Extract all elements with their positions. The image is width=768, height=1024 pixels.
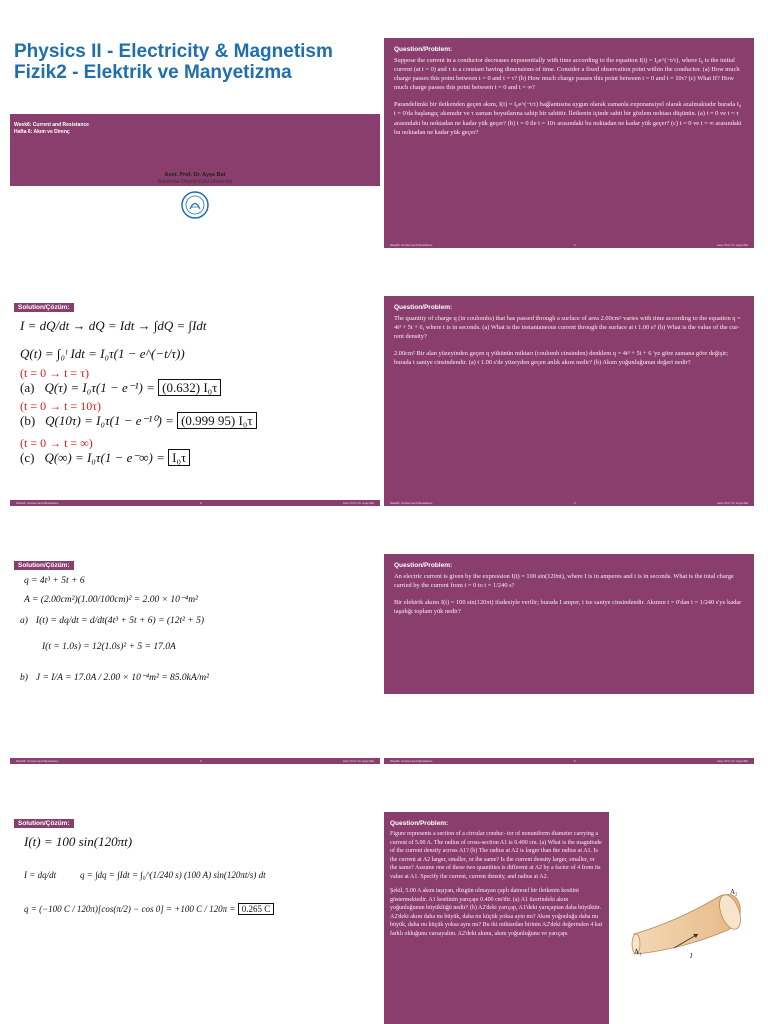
- question-text-tr: 2.00cm² Bir alan yüzeyinden geçen q yükünün miktarı (coulomb cinsinden) denklem q = 4t³ + 5t + 6 'ye göre zamana göre değişir; burada t saniye cinsindendir. (a) t 1.00 s'de yüzeyden geçen anlık akım nedir? (b) Akım yoğunluğunun değeri nedir?: [394, 350, 728, 367]
- question-text-tr: Parandelimki bir iletkenden geçen akım, I(t) = I₀e^(−t/τ) bağlantısına uygun olarak zamanla exponansiyel olarak azalmaktadır burada I₀ t = 0'da başlangıç akımıdır ve τ zaman boyutlarına sahip bir sabittir. İletkenin içinde sabit bir gözlem noktası düşünün. (a) t = 0 ve t = τ arasındaki bu noktadan ne kadar yük geçer? (b) t = 0 ile t = 10τ arasındaki bu noktadan ne kadar yük geçer? (c) t = 0 ve t = ∞ arasındaki bu noktadan ne kadar yük geçer?: [394, 101, 742, 136]
- answer-box-a: (0.632) I₀τ: [158, 379, 221, 396]
- solution-slide-2: [10, 554, 380, 764]
- result-b: (b) Q(10τ) = I₀τ(1 − e⁻¹⁰) = (0.999 95) I₀τ: [20, 413, 257, 429]
- label-current: I: [690, 952, 693, 960]
- equation-charge-integral: Q(t) = ∫₀ᵗ Idt = I₀τ(1 − e^(−t/τ)): [20, 346, 185, 361]
- week-label: Week6: Current and Resistance Hafta 6: Akım ve Direnç: [14, 122, 89, 135]
- solution-heading: Solution/Çözüm:: [14, 561, 74, 570]
- question-heading: Question/Problem:: [394, 562, 453, 569]
- question-panel: [384, 812, 609, 1024]
- question-text-en: Figure represents a section of a circular conduc- tor of nonuniform diameter carrying a current of 5.00 A. The radius of cross-section A1 is 0.400 cm. (a) What is the magnitude of the current density across A1? (b) The radius at A2 is larger than the radius at A1. Is the current at A2 larger, smaller, or the same? Is the current density larger, smaller, or the same? Assume one of these two quantities is different at A2 by a factor of 4 from its value at A1. Specify the current, current density, and radius at A2.: [390, 831, 602, 880]
- range-b: (t = 0 → t = 10τ): [20, 399, 102, 413]
- question-text-en: Suppose the current in a conductor decreases exponentially with time according to the equation I(t) = I₀e^(−t/τ), where I₀ is the initial current (at t = 0) and τ is a constant having dimensions of time. Consider a fixed observation point within the conductor. (a) How much charge passes this point between t = 0 and t = τ? (b) How much charge passes this point between t = 0 and t = 10τ? (c) What If? How much charge passes this point between t = 0 and t = ∞?: [394, 57, 740, 92]
- title-slide: [10, 38, 380, 248]
- slide-blank-area: [384, 694, 754, 758]
- label-a2: A₂: [730, 888, 738, 896]
- equation-charge-result: q = (−100 C / 120π)[cos(π/2) − cos 0] = +100 C / 120π = 0.265 C: [24, 904, 274, 914]
- slide-footer: Week6: Current and Resistance 4 Asst. Prof. Dr. Ayşe Bat: [10, 758, 380, 764]
- question-heading: Question/Problem:: [394, 46, 453, 53]
- equation-current-derivative: I = dq/dt: [24, 870, 57, 880]
- slide-footer: Week6: Current and Resistance 3 Asst. Prof. Dr. Ayşe Bat: [10, 500, 380, 506]
- solution-slide-3: [10, 812, 380, 1022]
- question-text-en: An electric current is given by the expression I(t) = 100 sin(120πt), where I is in amperes and t is in seconds. What is the total charge carried by the current from t = 0 to t = 1/240 s?: [394, 573, 734, 590]
- result-c: (c) Q(∞) = I₀τ(1 − e⁻∞) = I₀τ: [20, 450, 190, 466]
- solution-heading: Solution/Çözüm:: [14, 819, 74, 828]
- answer-box: 0.265 C: [238, 903, 275, 915]
- part-b: b) J = I/A = 17.0A / 2.00 × 10⁻⁴m² = 85.0kA/m²: [20, 673, 210, 683]
- author-name: Asst. Prof. Dr. Ayşe Bat: [164, 172, 226, 178]
- equation-charge-integral: q = ∫dq = ∫Idt = ∫₀^(1/240 s) (100 A) sin(120πt/s) dt: [80, 870, 266, 880]
- university-logo-icon: [180, 190, 210, 220]
- question-slide-1: [384, 38, 754, 248]
- label-a1: A₁: [634, 948, 642, 956]
- solution-slide-1: [10, 296, 380, 506]
- question-heading: Question/Problem:: [394, 304, 453, 311]
- part-a: a) I(t) = dq/dt = d/dt(4t³ + 5t + 6) = (12t² + 5): [20, 616, 205, 626]
- question-text-en: The quantity of charge q (in coulombs) that has passed through a surface of area 2.00cm² varies with time according to the equation q = 4t³ + 5t + 6, where t is in seconds. (a) What is the instantaneous current through the surface at t 1.00 s? (b) What is the value of the cur- rent density?: [394, 315, 741, 341]
- slide-footer: Week6: Current and Resistance 5 Asst. Prof. Dr. Ayşe Bat: [384, 758, 754, 764]
- equation-area: A = (2.00cm²)(1.00/100cm)² = 2.00 × 10⁻⁴m²: [24, 595, 198, 605]
- question-heading: Question/Problem:: [390, 820, 449, 827]
- answer-box-c: I₀τ: [168, 449, 190, 466]
- result-a: (a) Q(τ) = I₀τ(1 − e⁻¹) = (0.632) I₀τ: [20, 380, 221, 396]
- equation-current-value: I(t = 1.0s) = 12(1.0s)² + 5 = 17.0A: [42, 642, 176, 652]
- answer-box-b: (0.999 95) I₀τ: [177, 412, 257, 429]
- equation-current-sine: I(t) = 100 sin(120πt): [24, 834, 133, 849]
- question-text-tr: Şekil, 5.00 A akım taşıyan, düzgün olmayan çaplı dairesel bir iletkenin kesitini göstermektedir. A1 kesitinin yarıçapı 0.400 cm'dir. (a) A1 üzerindeki akım yoğunluğunun büyüklüğü nedir? (b) A2'deki yarıçap, A1'deki yarıçaptan daha büyüktür. A2'deki akım daha mı büyük, daha mı küçük yoksa aynı mı? Akım yoğunluğu daha mı büyük, daha mı küçük yoksa aynı mı? Bu iki miktardan birinin A2'deki değerinden 4 kat farklı olduğunu varsayalım. A2'deki akımı, akım yoğunluğunu ve yarıçapı: [390, 888, 603, 937]
- range-a: (t = 0 → t = τ): [20, 366, 90, 380]
- university-name: Bandırma Onyedi Eylül University: [157, 179, 233, 185]
- question-text-tr: Bir elektrik akımı I(t) = 100 sin(120πt) ifadesiyle verilir; burada I amper, t ise saniye cinsindendir. Akımın t = 0'dan t = 1/240 s'ye kadar taşıdığı toplam yük nedir?: [394, 599, 742, 616]
- solution-heading: Solution/Çözüm:: [14, 303, 74, 312]
- equation-charge: q = 4t³ + 5t + 6: [24, 576, 85, 586]
- equation-current-definition: I = dQ/dt → dQ = Idt → ∫dQ = ∫Idt: [20, 318, 207, 333]
- question-slide-4: [384, 812, 754, 1024]
- question-slide-2: [384, 296, 754, 506]
- slide-footer: Week6: Current and Resistance 3 Asst. Prof. Dr. Ayşe Bat: [384, 500, 754, 506]
- range-c: (t = 0 → t = ∞): [20, 436, 93, 450]
- question-slide-3: [384, 554, 754, 764]
- slide-footer: Week6: Current and Resistance 2 Asst. Prof. Dr. Ayşe Bat: [384, 242, 754, 248]
- course-title: Physics II - Electricity & Magnetism Fizik2 - Elektrik ve Manyetizma: [14, 41, 333, 83]
